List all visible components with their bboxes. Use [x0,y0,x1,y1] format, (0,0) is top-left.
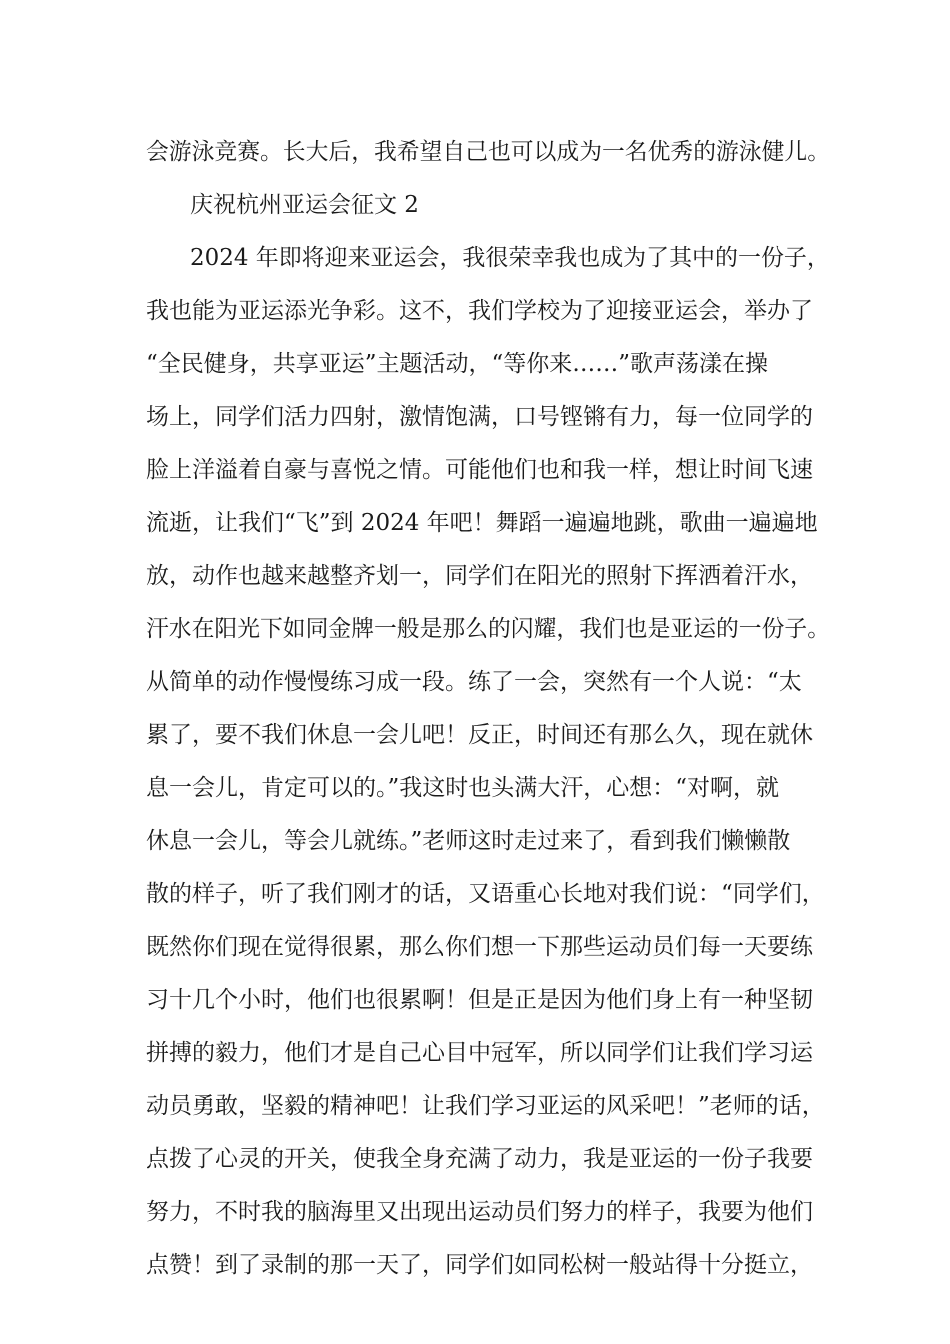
essay-subtitle: 庆祝杭州亚运会征文 2 [190,192,419,218]
text-line: 累了，要不我们休息一会儿吧！反正，时间还有那么久，现在就休 [146,722,813,748]
text-line: 脸上洋溢着自豪与喜悦之情。可能他们也和我一样，想让时间飞速 [146,457,813,483]
text-line: 既然你们现在觉得很累，那么你们想一下那些运动员们每一天要练 [146,934,813,960]
text-line: 2024 年即将迎来亚运会，我很荣幸我也成为了其中的一份子， [190,245,830,271]
text-line: 我也能为亚运添光争彩。这不，我们学校为了迎接亚运会，举办了 [146,298,813,324]
text-line: 汗水在阳光下如同金牌一般是那么的闪耀，我们也是亚运的一份子。 [146,616,830,642]
text-line: 从简单的动作慢慢练习成一段。练了一会，突然有一个人说：“太 [146,669,802,695]
text-line: 放，动作也越来越整齐划一，同学们在阳光的照射下挥洒着汗水， [146,563,813,589]
text-line: “全民健身，共享亚运”主题活动，“等你来……”歌声荡漾在操 [146,351,769,377]
text-line: 休息一会儿，等会儿就练。”老师这时走过来了，看到我们懒懒散 [146,828,791,854]
text-line: 散的样子，听了我们刚才的话，又语重心长地对我们说：“同学们， [146,881,825,907]
text-line: 息一会儿，肯定可以的。”我这时也头满大汗，心想：“对啊，就 [146,775,780,801]
text-line: 流逝，让我们“飞”到 2024 年吧！舞蹈一遍遍地跳，歌曲一遍遍地 [146,510,818,536]
text-line: 点拨了心灵的开关，使我全身充满了动力，我是亚运的一份子我要 [146,1146,813,1172]
text-line: 习十几个小时，他们也很累啊！但是正是因为他们身上有一种坚韧 [146,987,813,1013]
text-line: 点赞！到了录制的那一天了，同学们如同松树一般站得十分挺立， [146,1252,813,1278]
text-line: 场上，同学们活力四射，激情饱满，口号铿锵有力，每一位同学的 [146,404,813,430]
text-line: 动员勇敢，坚毅的精神吧！让我们学习亚运的风采吧！”老师的话， [146,1093,825,1119]
text-line: 努力，不时我的脑海里又出现出运动员们努力的样子，我要为他们 [146,1199,813,1225]
text-line: 会游泳竞赛。长大后，我希望自己也可以成为一名优秀的游泳健儿。 [146,139,830,165]
text-line: 拼搏的毅力，他们才是自己心目中冠军，所以同学们让我们学习运 [146,1040,813,1066]
